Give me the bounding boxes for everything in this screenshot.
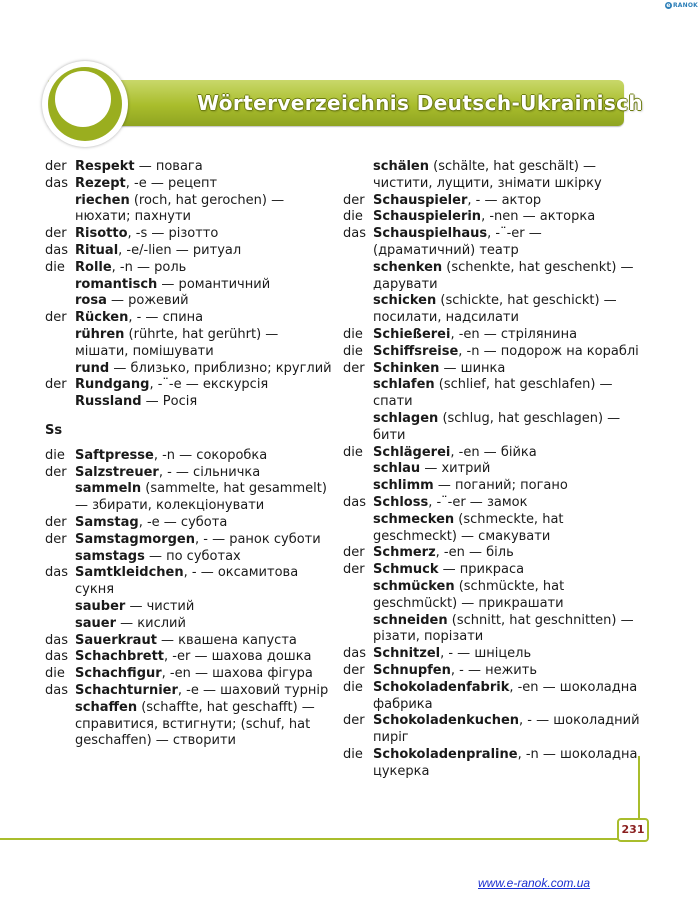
entry-word: Schachturnier	[75, 682, 178, 698]
entry-translation: , - — шніцель	[440, 646, 532, 662]
entry-word: schaffen	[75, 699, 138, 715]
entry-body	[373, 445, 643, 462]
dictionary-entry	[343, 461, 643, 478]
entry-translation: (schmeckte, hat geschmeckt) — смакувати	[373, 511, 564, 544]
entry-article: der	[343, 562, 365, 578]
entry-word: sauber	[75, 598, 126, 614]
dictionary-entry	[45, 549, 335, 566]
entry-body	[373, 377, 643, 411]
entry-translation: — рожевий	[106, 293, 189, 309]
entry-translation: (schenkte, hat geschenkt) — дарувати	[373, 259, 634, 292]
entry-translation: , -e — субота	[138, 514, 228, 530]
dictionary-entry	[45, 310, 335, 327]
entry-article: das	[343, 494, 366, 510]
entry-article: das	[45, 242, 68, 258]
entry-body	[373, 512, 643, 546]
dictionary-entry	[45, 465, 335, 482]
entry-word: Schmerz	[373, 545, 436, 561]
entry-body	[373, 327, 643, 344]
entry-article	[45, 327, 75, 361]
entry-body	[373, 226, 643, 260]
entry-word: schlau	[373, 461, 421, 477]
entry-body	[373, 495, 643, 512]
right-column	[343, 159, 643, 780]
entry-article	[45, 700, 75, 750]
entry-article: die	[343, 209, 363, 225]
entry-translation: — повага	[134, 159, 203, 174]
dictionary-entry	[343, 680, 643, 714]
entry-translation: , - — нежить	[450, 662, 537, 678]
entry-body	[373, 411, 643, 445]
entry-word: romantisch	[75, 276, 158, 292]
entry-body	[75, 633, 335, 650]
entry-translation: , -e — шаховий турнір	[177, 682, 329, 698]
header-circle-inner	[55, 71, 111, 127]
dictionary-entry	[343, 445, 643, 462]
dictionary-entry	[343, 193, 643, 210]
entry-body	[75, 532, 335, 549]
entry-article	[45, 481, 75, 515]
entry-translation: (schlug, hat geschlagen) — бити	[373, 410, 621, 443]
dictionary-entry	[343, 512, 643, 546]
right-border-line	[638, 756, 640, 826]
entry-word: schlafen	[373, 377, 435, 393]
dictionary-entry	[45, 700, 335, 750]
entry-translation: — чистий	[125, 598, 195, 614]
entry-body	[373, 159, 643, 193]
entry-article	[45, 293, 75, 310]
dictionary-entry	[343, 579, 643, 613]
entry-article	[343, 159, 373, 193]
entry-translation: — близько, приблизно; круглий	[109, 360, 332, 376]
entry-article: der	[45, 159, 67, 174]
entry-article: das	[343, 646, 366, 662]
entry-article: der	[343, 713, 365, 729]
dictionary-entry	[343, 377, 643, 411]
page-title: Wörterverzeichnis Deutsch-Ukrainisch	[197, 91, 644, 115]
entry-word: Schießerei	[373, 326, 451, 342]
entry-article	[45, 549, 75, 566]
dictionary-entry	[45, 683, 335, 700]
entry-word: Russland	[75, 394, 142, 410]
entry-body	[75, 700, 335, 750]
entry-article: der	[45, 514, 67, 530]
entry-translation: — Росія	[141, 394, 198, 410]
entry-body	[373, 713, 643, 747]
left-column	[45, 159, 335, 750]
entry-word: Schnupfen	[373, 662, 451, 678]
entry-translation: , - — оксамитова сукня	[75, 565, 299, 598]
entry-translation: — хитрий	[420, 461, 491, 477]
dictionary-entry	[343, 344, 643, 361]
entry-body	[75, 361, 335, 378]
dictionary-entry	[343, 226, 643, 260]
dictionary-entry	[343, 613, 643, 647]
entry-translation: , -er — шахова дошка	[164, 649, 312, 665]
entry-article	[45, 193, 75, 227]
entry-word: rund	[75, 360, 110, 376]
dictionary-entry	[45, 277, 335, 294]
entry-translation: — квашена капуста	[156, 632, 297, 648]
entry-article	[343, 461, 373, 478]
entry-translation: — прикраса	[438, 562, 525, 578]
entry-body	[373, 613, 643, 647]
entry-word: Respekt	[75, 159, 135, 174]
entry-body	[75, 549, 335, 566]
entry-body	[75, 394, 335, 411]
entry-translation: , -n — сокоробка	[153, 447, 268, 463]
entry-word: sammeln	[75, 481, 142, 497]
entry-body	[75, 616, 335, 633]
entry-article: die	[45, 259, 65, 275]
dictionary-entry	[45, 532, 335, 549]
entry-word: schenken	[373, 259, 443, 275]
entry-word: schmücken	[373, 578, 455, 594]
entry-article: die	[45, 666, 65, 682]
dictionary-entry	[45, 226, 335, 243]
entry-word: Schachbrett	[75, 649, 165, 665]
entry-translation: , -¨-er — (драматичний) театр	[373, 226, 542, 258]
entry-article: die	[343, 444, 363, 460]
entry-word: Schachfigur	[75, 666, 162, 682]
entry-article: die	[343, 343, 363, 359]
entry-body	[75, 377, 335, 394]
entry-body	[373, 209, 643, 226]
entry-body	[75, 465, 335, 482]
dictionary-entry	[45, 394, 335, 411]
entry-article: das	[45, 565, 68, 581]
dictionary-entry	[343, 478, 643, 495]
entry-translation: , -e — рецепт	[125, 175, 218, 191]
entry-word: Schmuck	[373, 562, 439, 578]
entry-translation: , -e/-lien — ритуал	[118, 242, 242, 258]
dictionary-entry	[45, 565, 335, 599]
entry-article: der	[45, 310, 67, 326]
entry-article: das	[45, 682, 68, 698]
entry-article	[343, 512, 373, 546]
entry-word: rühren	[75, 326, 125, 342]
entry-article: der	[45, 226, 67, 242]
entry-translation: , -en — шахова фігура	[161, 666, 313, 682]
entry-word: Samtkleidchen	[75, 565, 184, 581]
entry-body	[75, 481, 335, 515]
entry-translation: , -en — бійка	[450, 444, 537, 460]
entry-translation: (schaffte, hat geschafft) — справитися, встигнути; (schuf, hat geschaffen) — створити	[75, 699, 315, 749]
entry-translation: , -¨-e — екскурсія	[149, 377, 269, 393]
publisher-link[interactable]: www.e-ranok.com.ua	[478, 876, 591, 890]
entry-word: Ritual	[75, 242, 119, 258]
entry-body	[75, 243, 335, 260]
entry-translation: , - — сільничка	[158, 464, 261, 480]
entry-article: die	[45, 447, 65, 463]
dictionary-entry	[343, 260, 643, 294]
entry-translation: , - — актор	[467, 192, 542, 208]
entry-translation: — шинка	[439, 360, 506, 376]
entry-translation: (schickte, hat geschickt) — посилати, надсилати	[373, 293, 617, 326]
dictionary-entry	[343, 209, 643, 226]
entry-body	[373, 461, 643, 478]
entry-translation: (schnitt, hat geschnitten) — різати, порізати	[373, 612, 634, 645]
entry-word: Rundgang	[75, 377, 150, 393]
entry-word: Rezept	[75, 175, 126, 191]
entry-body	[373, 260, 643, 294]
entry-translation: , -n — шоколадна цукерка	[373, 746, 638, 779]
dictionary-entry	[343, 411, 643, 445]
entry-body	[373, 747, 643, 781]
dictionary-entry	[45, 649, 335, 666]
entry-word: schneiden	[373, 612, 448, 628]
entry-translation: (roch, hat gerochen) — нюхати; пахнути	[75, 192, 285, 225]
entry-body	[373, 579, 643, 613]
entry-translation: — по суботах	[144, 548, 241, 564]
dictionary-entry	[45, 361, 335, 378]
entry-translation: , -en — стрілянина	[450, 326, 578, 342]
entry-article: die	[343, 679, 363, 695]
dictionary-entry	[343, 713, 643, 747]
entry-word: Schiffsreise	[373, 343, 459, 359]
dictionary-entry	[343, 495, 643, 512]
dictionary-entry	[343, 327, 643, 344]
entry-body	[75, 176, 335, 193]
entry-word: schicken	[373, 293, 437, 309]
entry-word: Schokoladenkuchen	[373, 713, 520, 729]
entry-word: Schauspielerin	[373, 209, 482, 225]
entry-body	[75, 159, 335, 176]
entry-translation: , - — ранок суботи	[194, 531, 321, 547]
entry-translation: — кислий	[116, 615, 186, 631]
entry-body	[75, 310, 335, 327]
entry-article: das	[45, 175, 68, 191]
entry-word: Sauerkraut	[75, 632, 157, 648]
entry-word: Samstag	[75, 514, 139, 530]
bottom-border-line	[0, 838, 640, 840]
dictionary-entry	[45, 243, 335, 260]
entry-article	[343, 260, 373, 294]
entry-translation: (schmückte, hat geschmückt) — прикрашати	[373, 578, 565, 611]
entry-word: Saftpresse	[75, 447, 154, 463]
entry-article	[45, 361, 75, 378]
dictionary-entry	[343, 562, 643, 579]
entry-body	[75, 277, 335, 294]
entry-article	[343, 579, 373, 613]
entry-translation: , -n — роль	[111, 259, 187, 275]
dictionary-entry	[45, 293, 335, 310]
entry-article: der	[343, 360, 365, 376]
page-number: 231	[617, 818, 649, 842]
entry-article	[343, 293, 373, 327]
entry-article	[343, 377, 373, 411]
entry-translation: , -s — різотто	[127, 226, 219, 242]
entry-word: Samstagmorgen	[75, 531, 195, 547]
entry-body	[75, 649, 335, 666]
entry-body	[373, 344, 643, 361]
entry-word: riechen	[75, 192, 130, 208]
dictionary-entry	[45, 633, 335, 650]
section-letter: Ss	[45, 422, 63, 438]
entry-translation: — поганий; погано	[433, 478, 568, 494]
entry-body	[373, 361, 643, 378]
entry-word: Schauspielhaus	[373, 226, 488, 242]
entry-article	[45, 616, 75, 633]
entry-body	[75, 448, 335, 465]
entry-word: Risotto	[75, 226, 128, 242]
entry-article: der	[343, 192, 365, 208]
entry-body	[373, 293, 643, 327]
entry-word: samstags	[75, 548, 145, 564]
entry-word: Schauspieler	[373, 192, 468, 208]
entry-translation: — романтичний	[157, 276, 271, 292]
entry-article: der	[45, 531, 67, 547]
entry-body	[75, 666, 335, 683]
entry-word: schälen	[373, 159, 429, 174]
entry-word: Schlägerei	[373, 444, 451, 460]
entry-article	[45, 599, 75, 616]
entry-article: das	[45, 632, 68, 648]
entry-word: rosa	[75, 293, 107, 309]
entry-translation: , -n — подорож на кораблі	[458, 343, 639, 359]
dictionary-entry	[45, 515, 335, 532]
entry-body	[75, 293, 335, 310]
publisher-logo-text: RANOK	[672, 2, 698, 9]
entry-body	[75, 683, 335, 700]
entry-article: die	[343, 326, 363, 342]
entry-article: der	[343, 662, 365, 678]
entry-translation: , -en — шоколадна фабрика	[373, 679, 638, 712]
dictionary-entry	[343, 663, 643, 680]
entry-body	[373, 478, 643, 495]
entry-body	[75, 599, 335, 616]
entry-body	[75, 327, 335, 361]
entry-word: Schokoladenpraline	[373, 746, 518, 762]
entry-article: der	[45, 377, 67, 393]
dictionary-entry	[45, 616, 335, 633]
entry-word: Rücken	[75, 310, 129, 326]
dictionary-entry	[343, 361, 643, 378]
entry-body	[373, 663, 643, 680]
dictionary-entry	[45, 260, 335, 277]
entry-body	[75, 193, 335, 227]
entry-word: schmecken	[373, 511, 455, 527]
dictionary-entry	[343, 747, 643, 781]
dictionary-entry	[45, 327, 335, 361]
entry-word: sauer	[75, 615, 116, 631]
entry-body	[373, 545, 643, 562]
entry-translation: , -¨-er — замок	[428, 494, 528, 510]
dictionary-entry	[45, 193, 335, 227]
entry-article	[343, 478, 373, 495]
entry-body	[75, 565, 335, 599]
entry-body	[373, 562, 643, 579]
entry-body	[373, 193, 643, 210]
entry-article: der	[45, 464, 67, 480]
entry-word: Schnitzel	[373, 646, 441, 662]
entry-word: Schloss	[373, 494, 429, 510]
entry-body	[75, 260, 335, 277]
entry-translation: , - — спина	[128, 310, 204, 326]
entry-body	[373, 680, 643, 714]
entry-article: der	[343, 545, 365, 561]
dictionary-entry	[45, 481, 335, 515]
entry-article	[45, 394, 75, 411]
dictionary-entry	[343, 293, 643, 327]
entry-translation: , - — шоколадний пиріг	[373, 713, 640, 746]
entry-word: schlagen	[373, 410, 439, 426]
dictionary-entry	[343, 545, 643, 562]
publisher-logo-icon: e	[666, 2, 671, 9]
entry-article: das	[343, 226, 366, 242]
dictionary-entry	[45, 159, 335, 176]
entry-article: die	[343, 746, 363, 762]
entry-word: Schinken	[373, 360, 440, 376]
entry-word: Salzstreuer	[75, 464, 159, 480]
entry-body	[373, 646, 643, 663]
dictionary-entry	[343, 646, 643, 663]
dictionary-entry	[45, 176, 335, 193]
entry-translation: (schälte, hat geschält) — чистити, лущити, знімати шкірку	[373, 159, 602, 191]
dictionary-entry	[343, 159, 643, 193]
entry-article	[45, 277, 75, 294]
entry-article: das	[45, 649, 68, 665]
entry-translation: , -en — біль	[435, 545, 514, 561]
entry-word: Rolle	[75, 259, 112, 275]
dictionary-entry	[45, 377, 335, 394]
entry-body	[75, 226, 335, 243]
entry-article	[343, 411, 373, 445]
entry-translation: , -nen — акторка	[481, 209, 596, 225]
entry-translation: (sammelte, hat gesammelt) — збирати, колекціонувати	[75, 481, 327, 514]
dictionary-entry	[45, 666, 335, 683]
publisher-logo	[665, 2, 698, 9]
entry-word: Schokoladenfabrik	[373, 679, 510, 695]
entry-translation: (rührte, hat gerührt) — мішати, помішувати	[75, 326, 279, 359]
dictionary-entry	[45, 448, 335, 465]
entry-body	[75, 515, 335, 532]
entry-article	[343, 613, 373, 647]
entry-word: schlimm	[373, 478, 434, 494]
entry-translation: (schlief, hat geschlafen) — спати	[373, 377, 613, 410]
dictionary-entry	[45, 599, 335, 616]
